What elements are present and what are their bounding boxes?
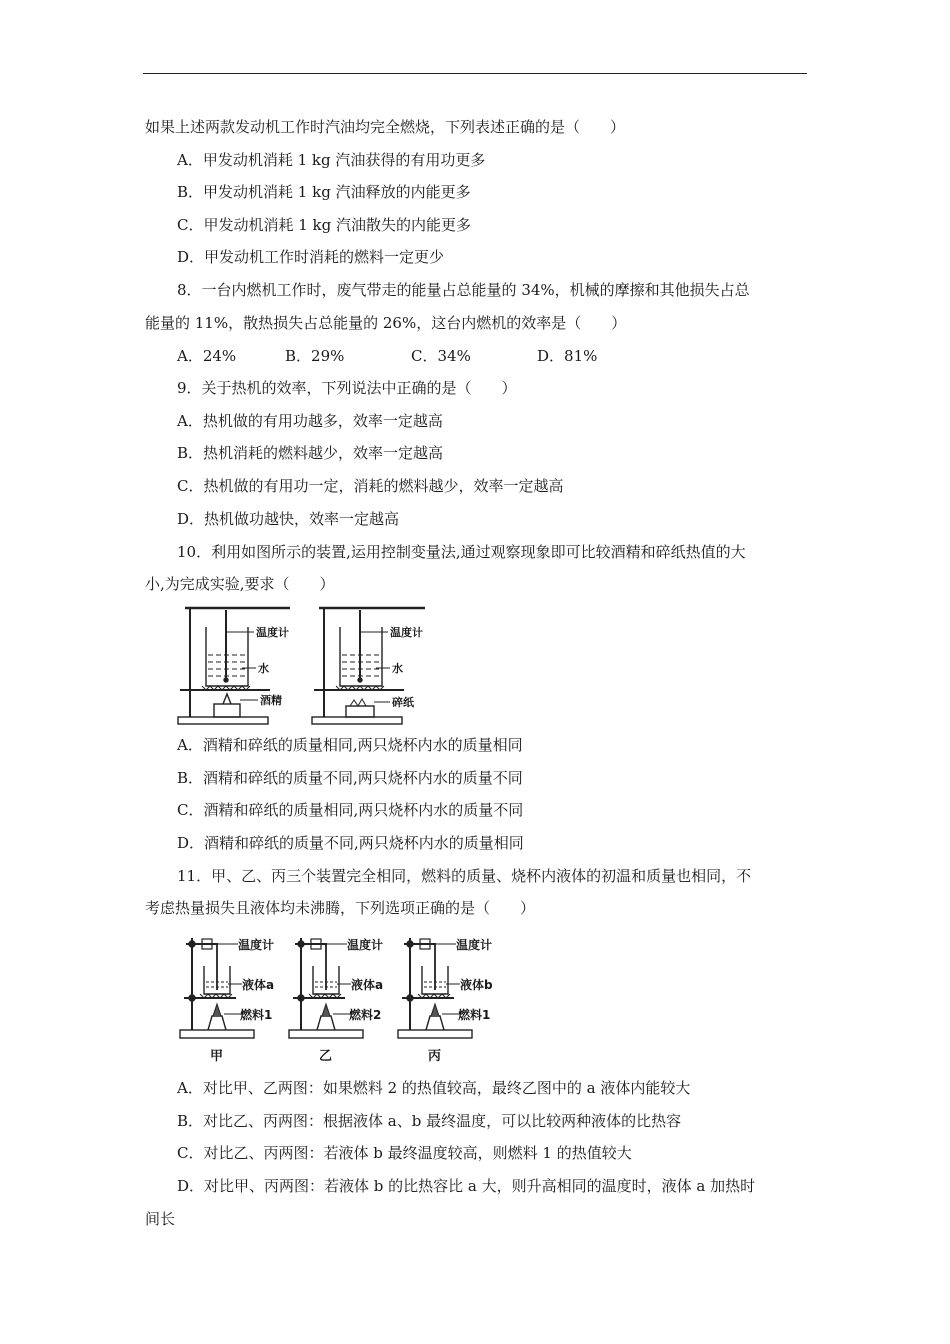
q11-yi-fuel-label: 燃料2 — [349, 1008, 382, 1022]
q11-bing-caption: 丙 — [428, 1049, 442, 1064]
q10-right-fuel-label: 碎纸 — [392, 696, 414, 709]
q9-option-d: D．热机做功越快，效率一定越高 — [177, 510, 400, 528]
q8-option-a: A．24% — [177, 347, 237, 365]
q9-option-c: C．热机做的有用功一定，消耗的燃料越少，效率一定越高 — [177, 477, 564, 495]
q7-option-d: D．甲发动机工作时消耗的燃料一定更少 — [177, 248, 445, 266]
q8-option-b: B．29% — [285, 347, 345, 365]
q10-option-c: C．酒精和碎纸的质量相同,两只烧杯内水的质量不同 — [177, 801, 524, 819]
q10-option-d: D．酒精和碎纸的质量不同,两只烧杯内水的质量相同 — [177, 834, 524, 852]
q11-yi-thermometer-label: 温度计 — [347, 938, 384, 952]
q11-bing-thermometer-label: 温度计 — [456, 938, 493, 952]
q7-stem: 如果上述两款发动机工作时汽油均完全燃烧，下列表述正确的是（ ） — [145, 118, 626, 136]
q10-option-b: B．酒精和碎纸的质量不同,两只烧杯内水的质量不同 — [177, 769, 523, 787]
header-rule — [143, 73, 807, 74]
q11-bing-fuel-label: 燃料1 — [458, 1008, 491, 1022]
q7-option-c: C．甲发动机消耗 1 kg 汽油散失的内能更多 — [177, 216, 472, 234]
q11-option-a: A．对比甲、乙两图：如果燃料 2 的热值较高，最终乙图中的 a 液体内能较大 — [177, 1079, 691, 1097]
q10-left-water-label: 水 — [258, 662, 269, 675]
q8-option-c: C．34% — [411, 347, 471, 365]
q11-figure — [172, 928, 512, 1068]
q10-stem-line1: 10．利用如图所示的装置,运用控制变量法,通过观察现象即可比较酒精和碎纸热值的大 — [177, 543, 746, 561]
q11-jia-fuel-label: 燃料1 — [240, 1008, 273, 1022]
q11-yi-caption: 乙 — [319, 1049, 333, 1064]
q7-option-a: A．甲发动机消耗 1 kg 汽油获得的有用功更多 — [177, 151, 486, 169]
q8-stem-line2: 能量的 11%，散热损失占总能量的 26%，这台内燃机的效率是（ ） — [145, 314, 627, 332]
q10-right-thermometer-label: 温度计 — [390, 626, 423, 639]
q8-stem-line1: 8．一台内燃机工作时，废气带走的能量占总能量的 34%，机械的摩擦和其他损失占总 — [177, 281, 750, 299]
q11-stem-line2: 考虑热量损失且液体均未沸腾，下列选项正确的是（ ） — [145, 899, 536, 917]
q10-stem-line2: 小,为完成实验,要求（ ） — [145, 575, 335, 593]
q11-stem-line1: 11．甲、乙、丙三个装置完全相同，燃料的质量、烧杯内液体的初温和质量也相同，不 — [177, 867, 752, 885]
q11-option-d: D．对比甲、丙两图：若液体 b 的比热容比 a 大，则升高相同的温度时，液体 a 加热时 — [177, 1177, 756, 1195]
q11-option-b: B．对比乙、丙两图：根据液体 a、b 最终温度，可以比较两种液体的比热容 — [177, 1112, 682, 1130]
q9-stem: 9．关于热机的效率，下列说法中正确的是（ ） — [177, 379, 517, 397]
q11-option-c: C．对比乙、丙两图：若液体 b 最终温度较高，则燃料 1 的热值较大 — [177, 1144, 632, 1162]
q9-option-b: B．热机消耗的燃料越少，效率一定越高 — [177, 444, 444, 462]
q10-right-water-label: 水 — [392, 662, 403, 675]
q11-jia-liquid-label: 液体a — [242, 978, 275, 992]
q7-option-b: B．甲发动机消耗 1 kg 汽油释放的内能更多 — [177, 183, 471, 201]
q11-jia-thermometer-label: 温度计 — [238, 938, 275, 952]
q10-left-fuel-label: 酒精 — [260, 694, 282, 707]
q10-option-a: A．酒精和碎纸的质量相同,两只烧杯内水的质量相同 — [177, 736, 523, 754]
q10-left-thermometer-label: 温度计 — [256, 626, 289, 639]
q10-figure — [170, 600, 440, 728]
q11-option-d-cont: 间长 — [145, 1210, 176, 1228]
q11-bing-liquid-label: 液体b — [460, 978, 493, 992]
q11-jia-caption: 甲 — [210, 1049, 224, 1064]
q8-option-d: D．81% — [537, 347, 598, 365]
q8-options — [177, 346, 597, 366]
q11-yi-liquid-label: 液体a — [351, 978, 384, 992]
q9-option-a: A．热机做的有用功越多，效率一定越高 — [177, 412, 443, 430]
